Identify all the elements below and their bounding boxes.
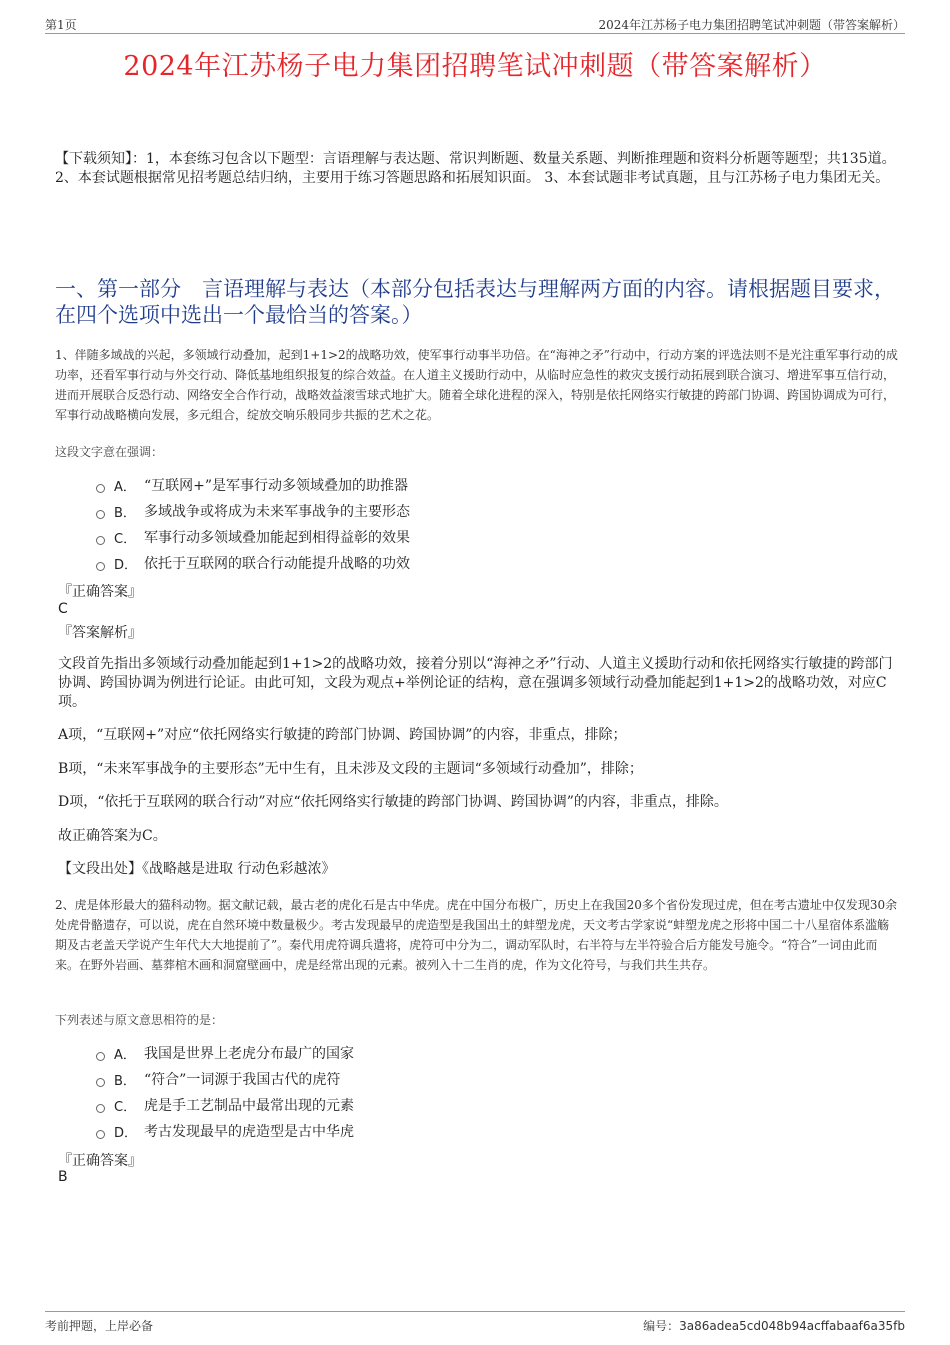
question-1-option-b[interactable]: B． 多域战争或将成为未来军事战争的主要形态: [96, 498, 856, 524]
question-2-text: 2、虎是体形最大的猫科动物。据文献记载，最古老的虎化石是古中华虎。虎在中国分布极广，历史上在我国20多个省份发现过虎，但在考古遗址中仅发现30余处虎骨骼遗存，可以说，虎在自然环境中数量极少。考古发现最早的虎造型是我国出土的蚌塑龙虎，天文考古学家说“蚌塑龙虎之形将中国二十八星宿体系滥觞期及古老盖天学说产生年代大大地提前了”。秦代用虎符调兵遣将，虎符可中分为二，调动军队时，右半符与左半符验合后方能发号施令。“符合”一词由此而来。在野外岩画、墓葬棺木画和洞窟壁画中，虎是经常出现的元素。被列入十二生肖的虎，作为文化符号，与我们共生共存。: [55, 898, 898, 972]
page-header: [45, 14, 905, 34]
analysis-label: 『答案解析』: [58, 625, 142, 641]
download-notice: 【下载须知】：1，本套练习包含以下题型：言语理解与表达题、常识判断题、数量关系题、判断推理题和资料分析题等题型；共135道。 2、本套试题根据常见招考题总结归纳，主要用于练习答题思路和拓展知识面。 3、本套试题非考试真题，且与江苏杨子电力集团无关。: [55, 151, 896, 186]
page-number: 第1页: [45, 18, 77, 32]
question-1-option-d[interactable]: D． 依托于互联网的联合行动能提升战略的功效: [96, 550, 856, 576]
radio-icon[interactable]: [96, 1104, 105, 1113]
passage-source: 【文段出处】《战略越是进取 行动色彩越浓》: [58, 861, 336, 877]
correct-answer-label: 『正确答案』: [58, 584, 142, 600]
question-1-option-c[interactable]: C． 军事行动多领域叠加能起到相得益彰的效果: [96, 524, 856, 550]
analysis-paragraph: 文段首先指出多领域行动叠加能起到1+1>2的战略功效，接着分别以“海神之矛”行动、人道主义援助行动和依托网络实行敏捷的跨部门协调、跨国协调为例进行论证。由此可知，文段为观点+举例论证的结构，意在强调多领域行动叠加能起到1+1>2的战略功效，对应C项。: [58, 656, 893, 710]
radio-icon[interactable]: [96, 510, 105, 519]
footer-slogan: 考前押题，上岸必备: [45, 1319, 154, 1333]
section-heading: 一、第一部分 言语理解与表达（本部分包括表达与理解两方面的内容。请根据题目要求，在四个选项中选出一个最恰当的答案。）: [55, 277, 895, 327]
radio-icon[interactable]: [96, 1052, 105, 1061]
footer-code-value: 3a86adea5cd048b94acffabaaf6a35fb: [679, 1319, 905, 1333]
question-2-prompt: 下列表述与原文意思相符的是：: [55, 1013, 224, 1027]
radio-icon[interactable]: [96, 562, 105, 571]
page-footer: [45, 1311, 905, 1335]
radio-icon[interactable]: [96, 484, 105, 493]
question-1-answer: C: [58, 601, 68, 617]
header-doc-title: 2024年江苏杨子电力集团招聘笔试冲刺题（带答案解析）: [598, 18, 905, 32]
question-2-option-a[interactable]: A． 我国是世界上老虎分布最广的国家: [96, 1040, 856, 1066]
radio-icon[interactable]: [96, 1130, 105, 1139]
question-2-options: [96, 1040, 856, 1144]
radio-icon[interactable]: [96, 536, 105, 545]
correct-answer-label: 『正确答案』: [58, 1153, 142, 1169]
question-2-option-b[interactable]: B． “符合”一词源于我国古代的虎符: [96, 1066, 856, 1092]
analysis-paragraph: D项，“依托于互联网的联合行动”对应“依托网络实行敏捷的跨部门协调、跨国协调”的内容，非重点，排除。: [58, 794, 728, 810]
analysis-paragraph: B项，“未来军事战争的主要形态”无中生有，且未涉及文段的主题词“多领域行动叠加”，排除；: [58, 761, 643, 777]
analysis-paragraph: A项，“互联网+”对应“依托网络实行敏捷的跨部门协调、跨国协调”的内容，非重点，排除；: [58, 727, 627, 743]
question-2-option-d[interactable]: D． 考古发现最早的虎造型是古中华虎: [96, 1118, 856, 1144]
question-1-text: 1、伴随多域战的兴起，多领域行动叠加，起到1+1>2的战略功效，使军事行动事半功倍。在“海神之矛”行动中，行动方案的评选法则不是光注重军事行动的成功率，还看军事行动与外交行动、降低基地组织报复的综合效益。在人道主义援助行动中，从临时应急性的救灾支援行动拓展到联合演习、增进军事互信行动，进而开展联合反恐行动、网络安全合作行动，战略效益滚雪球式地扩大。随着全球化进程的深入，特别是依托网络实行敏捷的跨部门协调、跨国协调成为可行，军事行动战略横向发展，多元组合，绽放交响乐般同步共振的艺术之花。: [55, 348, 898, 422]
question-2-option-c[interactable]: C． 虎是手工艺制品中最常出现的元素: [96, 1092, 856, 1118]
analysis-conclusion: 故正确答案为C。: [58, 828, 167, 844]
question-1-prompt: 这段文字意在强调：: [55, 445, 164, 459]
question-1-option-a[interactable]: A． “互联网+”是军事行动多领域叠加的助推器: [96, 472, 856, 498]
document-title: 2024年江苏杨子电力集团招聘笔试冲刺题（带答案解析）: [123, 51, 827, 82]
footer-code: [643, 1317, 905, 1334]
footer-code-label: 编号：: [643, 1319, 680, 1333]
radio-icon[interactable]: [96, 1078, 105, 1087]
question-1-options: [96, 472, 856, 576]
question-2-answer: B: [58, 1169, 68, 1185]
